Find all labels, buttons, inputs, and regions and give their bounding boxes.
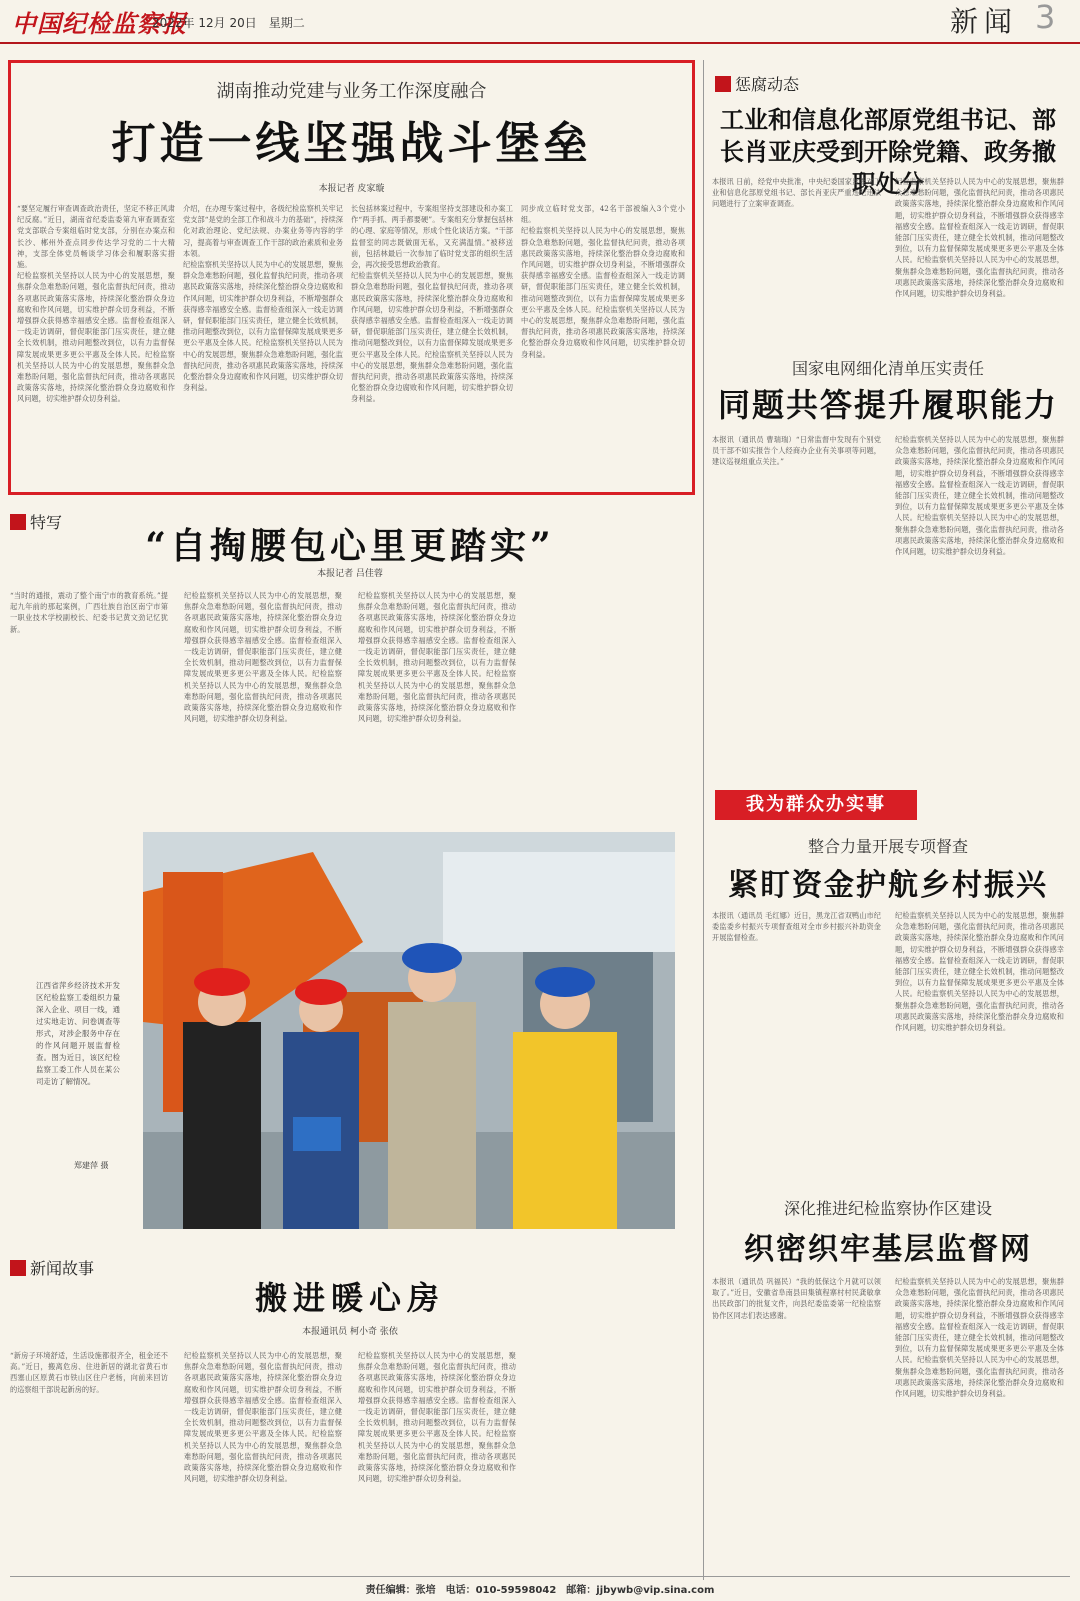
masthead [0,0,1080,44]
grid-body: 本报讯（通讯员 曹瑞瑞）“日常监督中发现有个别党员干部不如实报告个人经商办企业有关事项等问题，建议巡视组重点关注。” 纪检监察机关坚持以人民为中心的发展思想，聚焦群众急难愁盼问题，强化监督执纪问责，推动各项惠民政策落实落地，持续深化整治群众身边腐败和作风问题，切实维护群众切身利益，不断增强群众获得感幸福感安全感。监督检查组深入一线走访调研，督促职能部门压实责任，建立健全长效机制，推动问题整改到位，以有力监督保障发展成果更多更公平惠及全体人民。纪检监察机关坚持以人民为中心的发展思想，聚焦群众急难愁盼问题，强化监督执纪问责，推动各项惠民政策落实落地，持续深化整治群众身边腐败和作风问题，切实维护群众切身利益。 [712,434,1064,764]
lead-kicker: 湖南推动党建与业务工作深度融合 [216,81,487,102]
corruption-body: 本报讯 日前，经党中央批准，中央纪委国家监委对工业和信息化部原党组书记、部长肖亚庆严重违纪违法问题进行了立案审查调查。 纪检监察机关坚持以人民为中心的发展思想，聚焦群众急难愁盼问题，强化监督执纪问责，推动各项惠民政策落实落地，持续深化整治群众身边腐败和作风问题，切实维护群众切身利益，不断增强群众获得感幸福感安全感。监督检查组深入一线走访调研，督促职能部门压实责任，建立健全长效机制，推动问题整改到位，以有力监督保障发展成果更多更公平惠及全体人民。纪检监察机关坚持以人民为中心的发展思想，聚焦群众急难愁盼问题，强化监督执纪问责，推动各项惠民政策落实落地，持续深化整治群众身边腐败和作风问题，切实维护群众切身利益。 [712,176,1064,336]
corruption-section-tag: 惩腐动态 [715,72,799,95]
story-headline[interactable]: 搬进暖心房 [254,1279,445,1317]
footer-rule [10,1576,1070,1577]
page-number: 3 [1035,0,1056,36]
news-story-tag: 新闻故事 [10,1256,94,1279]
grid-headline[interactable]: 同题共答提升履职能力 [717,386,1058,424]
column-banner: 我为群众办实事 [715,790,917,820]
special-body: “当时的通报，震动了整个南宁市的教育系统。”提起九年前的那起案例，广西壮族自治区南宁市第一职业技术学校副校长、纪委书记黄文劲记忆犹新。 纪检监察机关坚持以人民为中心的发展思想，聚焦群众急难愁盼问题，强化监督执纪问责，推动各项惠民政策落实落地，持续深化整治群众身边腐败和作风问题，切实维护群众切身利益，不断增强群众获得感幸福感安全感。监督检查组深入一线走访调研，督促职能部门压实责任，建立健全长效机制，推动问题整改到位，以有力监督保障发展成果更多更公平惠及全体人民。纪检监察机关坚持以人民为中心的发展思想，聚焦群众急难愁盼问题，强化监督执纪问责，推动各项惠民政策落实落地，持续深化整治群众身边腐败和作风问题，切实维护群众切身利益。 纪检监察机关坚持以人民为中心的发展思想，聚焦群众急难愁盼问题，强化监督执纪问责，推动各项惠民政策落实落地，持续深化整治群众身边腐败和作风问题，切实维护群众切身利益，不断增强群众获得感幸福感安全感。监督检查组深入一线走访调研，督促职能部门压实责任，建立健全长效机制，推动问题整改到位，以有力监督保障发展成果更多更公平惠及全体人民。纪检监察机关坚持以人民为中心的发展思想，聚焦群众急难愁盼问题，强化监督执纪问责，推动各项惠民政策落实落地，持续深化整治群众身边腐败和作风问题，切实维护群众切身利益。 [10,590,690,820]
factory-inspection-photo [143,832,675,1229]
cooperation-body: 本报讯（通讯员 巩福民）“我的低保这个月就可以领取了。”近日，安徽省阜南县田集镇程寨村村民龚敏拿出民政部门的批复文件，向县纪委监委第一纪检监察协作区同志们表达感谢。 纪检监察机关坚持以人民为中心的发展思想，聚焦群众急难愁盼问题，强化监督执纪问责，推动各项惠民政策落实落地，持续深化整治群众身边腐败和作风问题，切实维护群众切身利益，不断增强群众获得感幸福感安全感。监督检查组深入一线走访调研，督促职能部门压实责任，建立健全长效机制，推动问题整改到位，以有力监督保障发展成果更多更公平惠及全体人民。纪检监察机关坚持以人民为中心的发展思想，聚焦群众急难愁盼问题，强化监督执纪问责，推动各项惠民政策落实落地，持续深化整治群众身边腐败和作风问题，切实维护群众切身利益。 [712,1276,1064,1568]
special-section-tag: 特写 [10,510,62,533]
funds-body: 本报讯（通讯员 毛红娜）近日，黑龙江省双鸭山市纪委监委乡村振兴专项督查组对全市乡村振兴补助资金开展监督检查。 纪检监察机关坚持以人民为中心的发展思想，聚焦群众急难愁盼问题，强化监督执纪问责，推动各项惠民政策落实落地，持续深化整治群众身边腐败和作风问题，切实维护群众切身利益，不断增强群众获得感幸福感安全感。监督检查组深入一线走访调研，督促职能部门压实责任，建立健全长效机制，推动问题整改到位，以有力监督保障发展成果更多更公平惠及全体人民。纪检监察机关坚持以人民为中心的发展思想，聚焦群众急难愁盼问题，强化监督执纪问责，推动各项惠民政策落实落地，持续深化整治群众身边腐败和作风问题，切实维护群众切身利益。 [712,910,1064,1194]
lead-column-2: 介绍，在办理专案过程中，各级纪检监察机关牢记党支部“是党的全部工作和战斗力的基础”，持续深化对政治理论、党纪法规、办案业务等内容的学习，提高着与审查调查工作干部的政治素质和业务本领。 纪检监察机关坚持以人民为中心的发展思想，聚焦群众急难愁盼问题，强化监督执纪问责，推动各项惠民政策落实落地，持续深化整治群众身边腐败和作风问题，切实维护群众切身利益，不断增强群众获得感幸福感安全感。监督检查组深入一线走访调研，督促职能部门压实责任，建立健全长效机制，推动问题整改到位，以有力监督保障发展成果更多更公平惠及全体人民。纪检监察机关坚持以人民为中心的发展思想，聚焦群众急难愁盼问题，强化监督执纪问责，推动各项惠民政策落实落地，持续深化整治群众身边腐败和作风问题，切实维护群众切身利益。 [183,203,343,486]
story-byline: 本报通讯员 柯小奇 张依 [302,1327,398,1337]
photo-caption: 江西省萍乡经济技术开发区纪检监察工委组织力量深入企业、项目一线，通过实地走访、问卷调查等形式，对涉企服务中存在的作风问题开展监督检查。图为近日，该区纪检监察工委工作人员在某公司走访了解情况。 [36,981,120,1086]
cooperation-kicker: 深化推进纪检监察协作区建设 [783,1199,992,1218]
lead-column-1: “要坚定履行审查调查政治责任，坚定不移正风肃纪反腐。”近日，湖南省纪委监委第九审查调查室党支部联合专案组临时党支部，分别在办案点和长沙、郴州外查点同步传达学习党的二十大精神，支部全体党员畅谈学习体会和履职落实措施。 纪检监察机关坚持以人民为中心的发展思想，聚焦群众急难愁盼问题，强化监督执纪问责，推动各项惠民政策落实落地，持续深化整治群众身边腐败和作风问题，切实维护群众切身利益，不断增强群众获得感幸福感安全感。监督检查组深入一线走访调研，督促职能部门压实责任，建立健全长效机制，推动问题整改到位，以有力监督保障发展成果更多更公平惠及全体人民。纪检监察机关坚持以人民为中心的发展思想，聚焦群众急难愁盼问题，强化监督执纪问责，推动各项惠民政策落实落地，持续深化整治群众身边腐败和作风问题，切实维护群众切身利益。 [17,203,175,486]
funds-headline[interactable]: 紧盯资金护航乡村振兴 [728,868,1048,903]
editor-footer: 责任编辑：张培 电话：010-59598042 邮箱：jjbywb@vip.sina.com [365,1585,715,1596]
photo-credit: 郑建萍 摄 [74,1161,109,1170]
lead-article[interactable] [8,60,695,495]
lead-headline: 打造一线坚强战斗堡垒 [111,118,592,169]
special-byline: 本报记者 吕佳蓉 [317,569,383,579]
grid-kicker: 国家电网细化清单压实责任 [791,359,984,378]
funds-kicker: 整合力量开展专项督查 [807,837,968,856]
section-flag-icon [715,76,731,92]
lead-byline: 本报记者 皮家璇 [318,184,385,194]
lead-column-4: 同步成立临时党支部，42名干部被编入3个党小组。 纪检监察机关坚持以人民为中心的发展思想，聚焦群众急难愁盼问题，强化监督执纪问责，推动各项惠民政策落实落地，持续深化整治群众身边腐败和作风问题，切实维护群众切身利益，不断增强群众获得感幸福感安全感。监督检查组深入一线走访调研，督促职能部门压实责任，建立健全长效机制，推动问题整改到位，以有力监督保障发展成果更多更公平惠及全体人民。纪检监察机关坚持以人民为中心的发展思想，聚焦群众急难愁盼问题，强化监督执纪问责，推动各项惠民政策落实落地，持续深化整治群众身边腐败和作风问题，切实维护群众切身利益。 [521,203,685,486]
cooperation-headline[interactable]: 织密织牢基层监督网 [744,1232,1032,1267]
issue-date: 2022年 12月 20日 星期二 [152,16,305,30]
special-headline[interactable]: “自掏腰包心里更踏实” [145,525,555,567]
newspaper-logo: 中国纪检监察报 [12,9,187,38]
photo-illustration [143,832,675,1229]
lead-column-3: 长包括林案过程中，专案组坚持支部建设和办案工作“两手抓、两手都要硬”。专案组充分掌握包括林的心理、家庭等情况，形成个性化谈话方案。“干部监督室的同志既做面无私，又充满温情。”被移送前，包括林最后一次参加了临时党支部的组织生活会，再次接受思想政治教育。 纪检监察机关坚持以人民为中心的发展思想，聚焦群众急难愁盼问题，强化监督执纪问责，推动各项惠民政策落实落地，持续深化整治群众身边腐败和作风问题，切实维护群众切身利益，不断增强群众获得感幸福感安全感。监督检查组深入一线走访调研，督促职能部门压实责任，建立健全长效机制，推动问题整改到位，以有力监督保障发展成果更多更公平惠及全体人民。纪检监察机关坚持以人民为中心的发展思想，聚焦群众急难愁盼问题，强化监督执纪问责，推动各项惠民政策落实落地，持续深化整治群众身边腐败和作风问题，切实维护群众切身利益。 [351,203,513,486]
section-name: 新闻 [950,5,1019,38]
corruption-headline[interactable]: 工业和信息化部原党组书记、部长肖亚庆受到开除党籍、政务撤职处分 [720,105,1056,198]
column-divider [703,60,704,1580]
story-body: “新房子环境舒适，生活设施都很齐全，租金还不高。”近日，搬离危房、住进新居的湖北省黄石市西塞山区原黄石市铁山区住户老杨，向前来回访的巡察组干部说起新房的好。 纪检监察机关坚持以人民为中心的发展思想，聚焦群众急难愁盼问题，强化监督执纪问责，推动各项惠民政策落实落地，持续深化整治群众身边腐败和作风问题，切实维护群众切身利益，不断增强群众获得感幸福感安全感。监督检查组深入一线走访调研，督促职能部门压实责任，建立健全长效机制，推动问题整改到位，以有力监督保障发展成果更多更公平惠及全体人民。纪检监察机关坚持以人民为中心的发展思想，聚焦群众急难愁盼问题，强化监督执纪问责，推动各项惠民政策落实落地，持续深化整治群众身边腐败和作风问题，切实维护群众切身利益。 纪检监察机关坚持以人民为中心的发展思想，聚焦群众急难愁盼问题，强化监督执纪问责，推动各项惠民政策落实落地，持续深化整治群众身边腐败和作风问题，切实维护群众切身利益，不断增强群众获得感幸福感安全感。监督检查组深入一线走访调研，督促职能部门压实责任，建立健全长效机制，推动问题整改到位，以有力监督保障发展成果更多更公平惠及全体人民。纪检监察机关坚持以人民为中心的发展思想，聚焦群众急难愁盼问题，强化监督执纪问责，推动各项惠民政策落实落地，持续深化整治群众身边腐败和作风问题，切实维护群众切身利益。 [10,1350,690,1568]
